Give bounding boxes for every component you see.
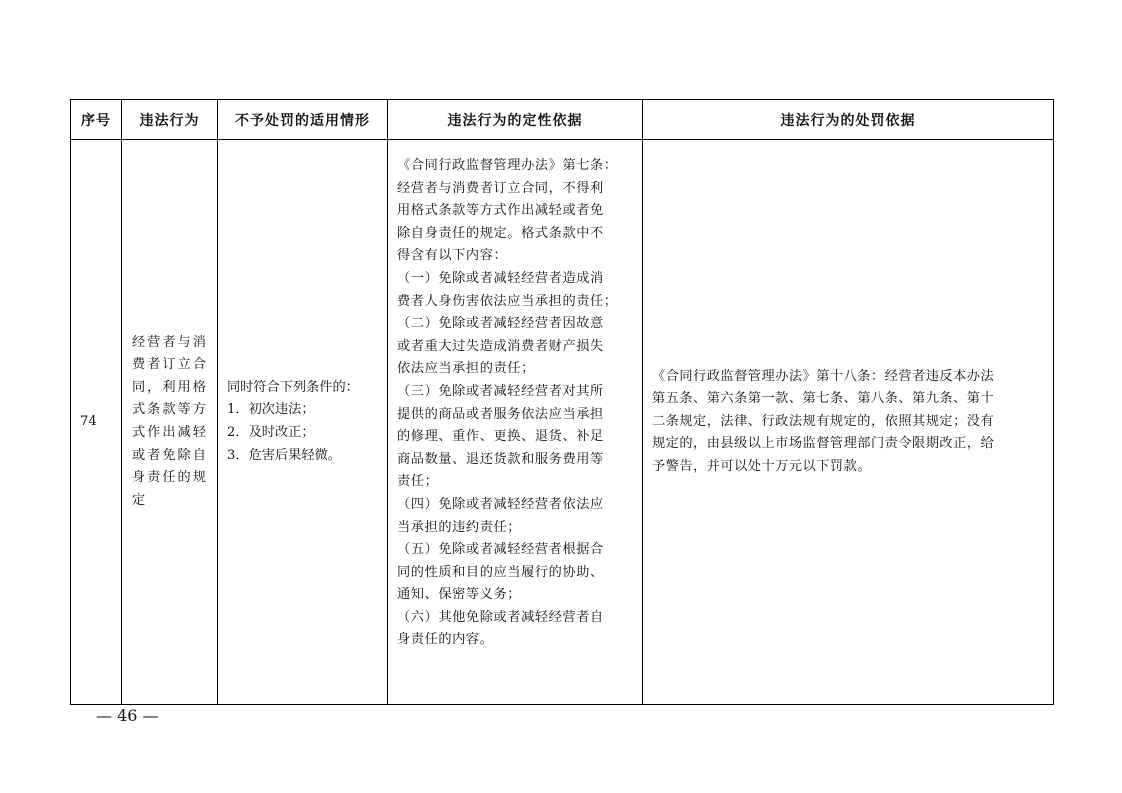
header-row — [71, 100, 1054, 140]
exempt-line: 2．及时改正； — [227, 425, 315, 440]
behavior-line: 同，利用格 — [132, 379, 208, 395]
exempt-conditions-cell — [218, 140, 388, 705]
basis-line: 除自身责任的规定。格式条款中不 — [397, 225, 604, 241]
exempt-line: 同时符合下列条件的： — [227, 379, 359, 395]
basis-line: （六）其他免除或者减轻经营者自 — [397, 609, 604, 625]
page-number: — 46 — — [96, 706, 159, 725]
behavior-line: 定 — [132, 492, 148, 508]
penalty-line: 规定的，由县级以上市场监督管理部门责令限期改正，给 — [652, 436, 995, 452]
illegal-behavior-cell — [122, 140, 218, 705]
header-penalty-basis: 违法行为的处罚依据 — [643, 100, 1054, 140]
basis-line: 商品数量、退还货款和服务费用等 — [397, 451, 604, 467]
basis-line: （四）免除或者减轻经营者依法应 — [397, 496, 604, 512]
qualification-basis-cell — [388, 140, 643, 705]
basis-line: （五）免除或者减轻经营者根据合 — [397, 542, 604, 558]
behavior-line: 式作出减轻 — [132, 425, 208, 440]
basis-line: 或者重大过失造成消费者财产损失 — [397, 338, 604, 354]
row-seq-number: 74 — [71, 140, 122, 705]
header-behavior: 违法行为 — [122, 100, 218, 140]
basis-line: 《合同行政监督管理办法》第七条： — [397, 158, 618, 173]
basis-line: （三）免除或者减轻经营者对其所 — [397, 383, 604, 399]
behavior-line: 费者订立合 — [132, 357, 208, 373]
basis-line: （二）免除或者减轻经营者因故意 — [397, 316, 604, 332]
basis-line: 通知、保密等义务； — [397, 587, 522, 603]
header-seq: 序号 — [71, 100, 122, 140]
behavior-line: 经营者与消 — [132, 334, 208, 350]
behavior-line: 身责任的规 — [132, 470, 208, 486]
basis-line: 经营者与消费者订立合同，不得利 — [397, 180, 604, 196]
basis-line: 责任； — [397, 474, 439, 490]
header-qualification-basis: 违法行为的定性依据 — [388, 100, 643, 140]
penalty-line: 予警告，并可以处十万元以下罚款。 — [652, 458, 871, 474]
header-exempt-conditions: 不予处罚的适用情形 — [218, 100, 388, 140]
penalty-line: 《合同行政监督管理办法》第十八条：经营者违反本办法 — [652, 368, 995, 384]
table-row — [71, 140, 1054, 705]
basis-line: （一）免除或者减轻经营者造成消 — [397, 270, 604, 286]
basis-line: 同的性质和目的应当履行的协助、 — [397, 564, 604, 580]
basis-line: 依法应当承担的责任； — [397, 361, 535, 377]
basis-line: 身责任的内容。 — [397, 632, 494, 648]
basis-line: 得含有以下内容： — [397, 248, 508, 264]
penalty-line: 第五条、第六条第一款、第七条、第八条、第九条、第十 — [652, 391, 995, 407]
basis-line: 当承担的违约责任； — [397, 519, 522, 535]
basis-line: 用格式条款等方式作出减轻或者免 — [397, 203, 604, 219]
exempt-line: 1．初次违法； — [227, 402, 315, 418]
behavior-line: 或者免除自 — [132, 447, 208, 463]
penalty-line: 二条规定，法律、行政法规有规定的，依照其规定；没有 — [652, 413, 995, 429]
penalty-basis-cell — [643, 140, 1054, 705]
regulation-table — [70, 99, 1054, 705]
behavior-line: 式条款等方 — [132, 402, 208, 418]
basis-line: 的修理、重作、更换、退货、补足 — [397, 429, 604, 445]
basis-line: 费者人身伤害依法应当承担的责任； — [397, 293, 618, 309]
exempt-line: 3．危害后果轻微。 — [227, 447, 341, 463]
basis-line: 提供的商品或者服务依法应当承担 — [397, 406, 604, 422]
